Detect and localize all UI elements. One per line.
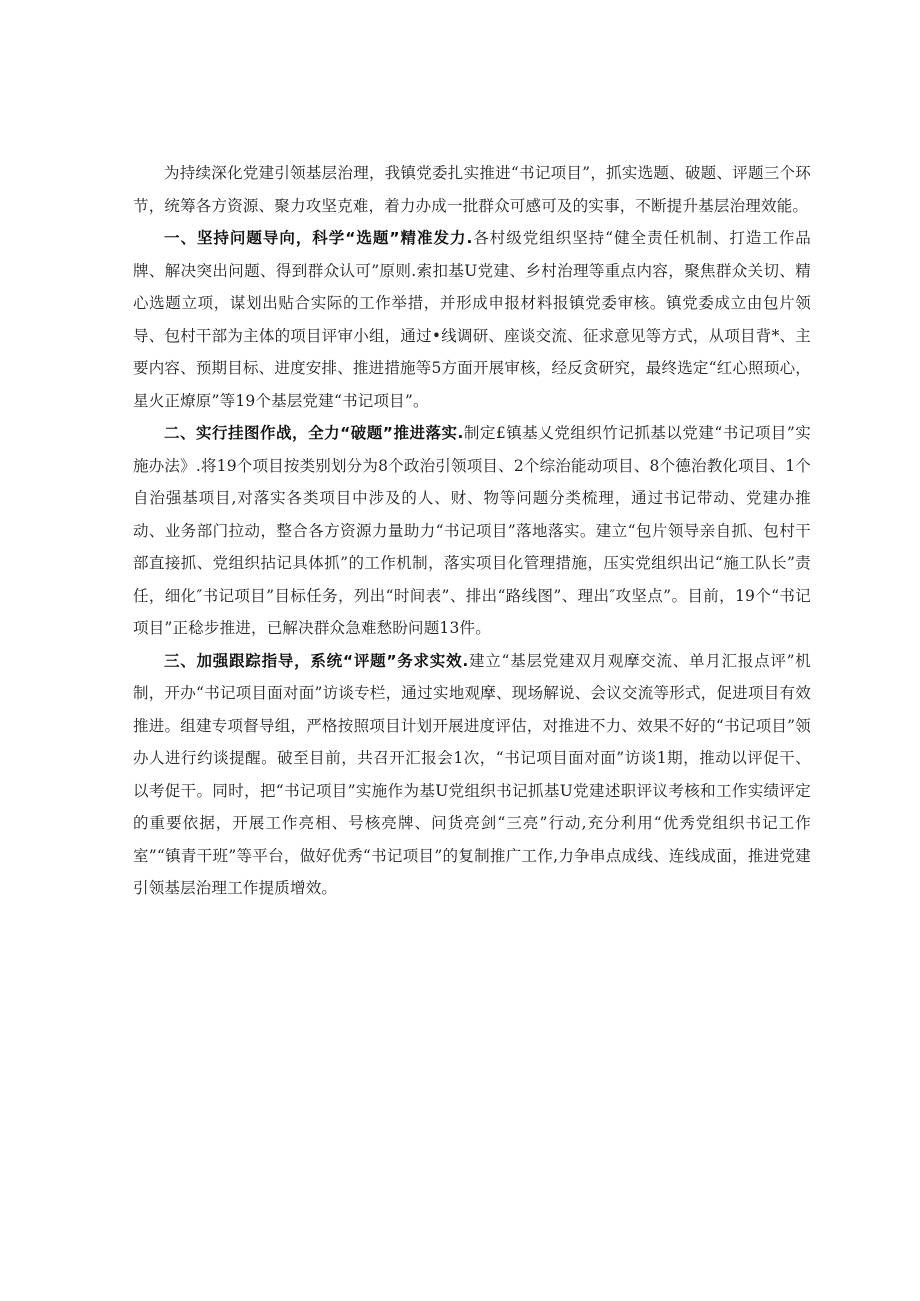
section-three-paragraph: [133, 645, 811, 905]
document-body: [133, 157, 811, 905]
intro-paragraph: [133, 157, 811, 222]
section-one-paragraph: [133, 222, 811, 417]
paragraph-text: 制定£镇基乂党组织竹记抓基以党建“书记项目”实施办法》.将19个项目按类别划分为8个政治引领项目、2个综治能动项目、8个德治教化项目、1个自治强基项目,对落实各类项目中涉及的人、财、物等问题分类梳理，通过书记带动、党建办推动、业务部门拉动，整合各方资源力量助力“书记项目”落地落实。建立“包片领导亲自抓、包村干部直接抓、党组织拈记具体抓”的工作机制，落实项目化管理措施，压实党组织出记“施工队长”责任，细化″书记项目”目标任务，列出“时间表”、排出“路线图”、理出″攻坚点”。目前，19个“书记项目”正稔步推进，已解决群众急难愁盼问题13件。: [133, 424, 811, 637]
section-three-heading: 三、加强跟踪指导，系统“评题”务求实效.: [164, 651, 469, 670]
paragraph-text: 建立“基层党建双月观摩交流、单月汇报点评”机制，开办“书记项目面对面”访谈专栏，通过实地观摩、现场解说、会议交流等形式，促进项目有效推进。组建专项督导组，严格按照项目计划开展进度评估，对推进不力、效果不好的“书记项目”领办人进行约谈提醒。破至目前，共召开汇报会1次，“书记项目面对面”访谈1期，推动以评促干、以考促干。同时，把“书记项目”实施作为基U党组织书记抓基U党建述职评议考核和工作实绩评定的重要依据，开展工作亮相、号核亮牌、问货亮剑“三亮”行动,充分利用“优秀党组织书记工作室”“镇青干班”等平台，做好优秀“书记项目”的复制推广工作,力争串点成线、连线成面，推进党建引领基层治理工作提质增效。: [133, 651, 812, 897]
section-two-paragraph: [133, 417, 811, 645]
section-one-heading: 一、坚持问题导向，科学“选题”精准发力.: [164, 229, 473, 247]
paragraph-text: 为持续深化党建引领基层治理，我镇党委扎实推进“书记项目”，抓实选题、破题、评题三个环节，统筹各方资源、聚力攻坚克难，着力办成一批群众可感可及的实事，不断提升基层治理效能。: [133, 164, 811, 215]
paragraph-text: 各村级党组织坚持“健全责任机制、打造工作品牌、解决突出问题、得到群众认可”原则.索扣基U党建、乡村治理等重点内容，聚焦群众关切、精心选题立项，谋划出贴合实际的工作举措，并形成申报材料报镇党委审核。镇党委成立由包片领导、包村干部为主体的项目评审小组，通过•线调研、座谈交流、征求意见等方式，从项目背*、主要内容、预期目标、进度安排、推进措施等5方面开展审核，经反贪研究，最终选定“红心照顼心，星火正燎原”等19个基层党建“书记项目”。: [133, 229, 811, 410]
section-two-heading: 二、实行挂图作战，全力“破题”推进落实.: [164, 424, 464, 442]
